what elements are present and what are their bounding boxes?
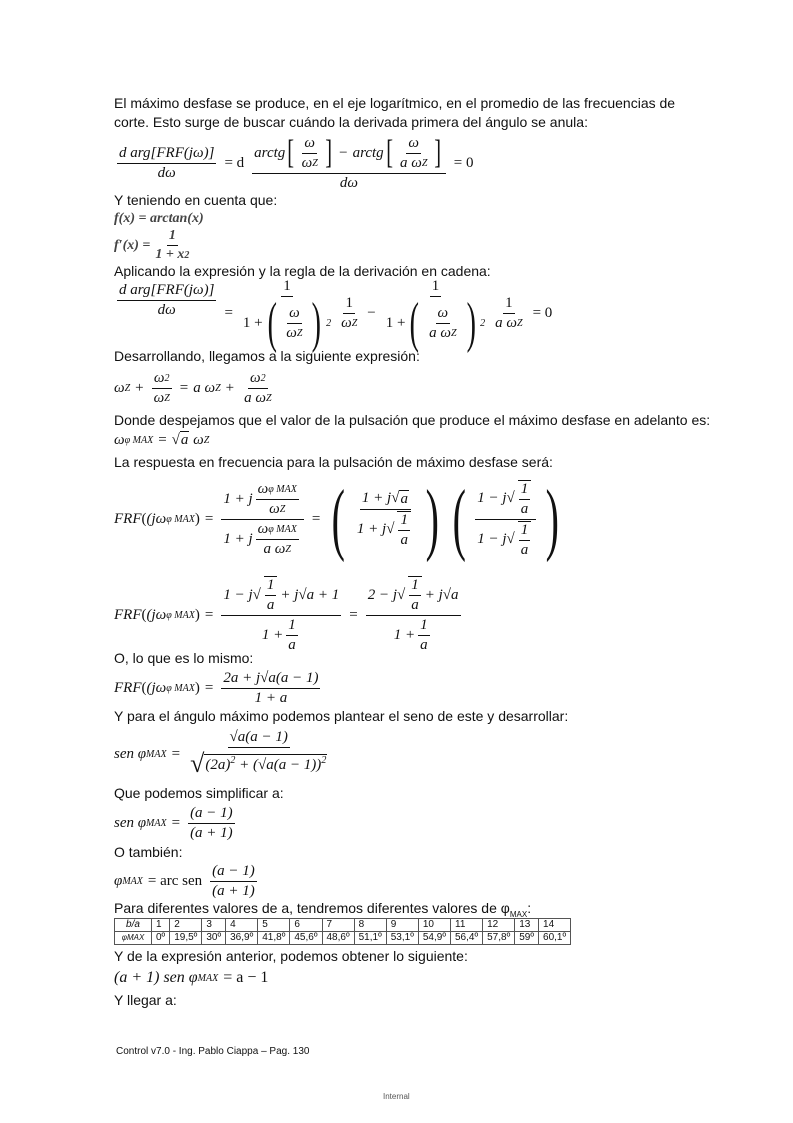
paragraph: Aplicando la expresión y la regla de la derivación en cadena: bbox=[114, 263, 491, 279]
table-cell: 8 bbox=[354, 919, 386, 932]
phi-max-table bbox=[114, 918, 571, 945]
table-cell: 19,5º bbox=[170, 932, 202, 945]
table-row-label: b/a bbox=[115, 919, 152, 932]
equation-phi-max: φ MAX = arc sen $\frac{(a - 1)}{(a + 1)}$ bbox=[114, 862, 255, 899]
table-cell: 0º bbox=[152, 932, 170, 945]
table-cell: 60,1º bbox=[539, 932, 571, 945]
table-cell: 6 bbox=[290, 919, 322, 932]
classification-label: Internal bbox=[383, 1092, 410, 1101]
equation-frf-max: FRF ( (jω φ MAX ) = 1 + j ω φ MAX ω Z 1 + j ω φ MAX a ω Z = ( 1 + j √ a 1 + j √ $\frac{1}{a}$ ) ( 1 − j √ $\frac{1}{a}$ 1 − j √ $\frac{1}{a}$ ) bbox=[114, 475, 560, 563]
paragraph: corte. Esto surge de buscar cuándo la derivada primera del ángulo se anula: bbox=[114, 114, 588, 130]
table-cell: 57,8º bbox=[483, 932, 515, 945]
paragraph: La respuesta en frecuencia para la pulsación de máximo desfase será: bbox=[114, 454, 553, 470]
equation-chain-rule: $\frac{\text{d arg[FRF(jω)]}}{d\omega}$ = 1 1 + ( ω ω Z ) 2 1 ω Z − 1 1 + ( ω a ω Z ) 2 1 a ω Z = 0 bbox=[119, 278, 553, 354]
equation-derivative: $\frac{\text{d arg[FRF(jω)]}}{d\omega}$ = d arctg [ ω ω Z ] − arctg [ ω a ω Z ] dω = 0 bbox=[119, 134, 474, 191]
table-cell: 13 bbox=[515, 919, 539, 932]
equation-frf-simplified: FRF ( (jω φ MAX ) = $\frac{2a + j√a(a - 1)}{1 + a}$ bbox=[114, 669, 319, 706]
paragraph: Y para el ángulo máximo podemos plantear el seno de este y desarrollar: bbox=[114, 708, 569, 724]
equation-wmax: ω φ MAX = √ a ω Z bbox=[114, 431, 210, 448]
table-cell: 56,4º bbox=[451, 932, 483, 945]
table-cell: 59º bbox=[515, 932, 539, 945]
table-cell: 30º bbox=[202, 932, 226, 945]
equation-final: (a + 1) sen φ MAX = a − 1 bbox=[114, 969, 269, 986]
equation-fprime: f′(x) = 1 1 + x 2 bbox=[114, 228, 190, 262]
page-footer: Control v7.0 - Ing. Pablo Ciappa – Pag. 130 bbox=[116, 1046, 310, 1057]
paragraph: O, lo que es lo mismo: bbox=[114, 650, 254, 666]
table-cell: 7 bbox=[322, 919, 354, 932]
table-cell: 11 bbox=[451, 919, 483, 932]
equation-developed: ω Z + ω 2 ω Z = a ω Z + ω 2 a ω Z bbox=[114, 369, 272, 406]
table-cell: 3 bbox=[202, 919, 226, 932]
table-cell: 1 bbox=[152, 919, 170, 932]
paragraph: Desarrollando, llegamos a la siguiente expresión: bbox=[114, 348, 420, 364]
paragraph: Que podemos simplificar a: bbox=[114, 785, 284, 801]
paragraph: El máximo desfase se produce, en el eje logarítmico, en el promedio de las frecuencias de bbox=[114, 95, 676, 111]
table-cell: 51,1º bbox=[354, 932, 386, 945]
table-cell: 45,6º bbox=[290, 932, 322, 945]
table-header-row bbox=[115, 919, 571, 932]
table-row-label: φMAX bbox=[115, 932, 152, 945]
table-cell: 2 bbox=[170, 919, 202, 932]
table-cell: 48,6º bbox=[322, 932, 354, 945]
table-cell: 12 bbox=[483, 919, 515, 932]
paragraph: Y llegar a: bbox=[114, 992, 177, 1008]
table-cell: 10 bbox=[418, 919, 450, 932]
table-cell: 53,1º bbox=[386, 932, 418, 945]
equation-frf-expanded: FRF ( (jω φ MAX ) = 1 − j √ $\frac{1}{a}$ + j√a + 1 1 + $\frac{1}{a}$ = 2 − j √ $\frac{1}{a}$ + j√a 1 + $\frac{1}{a}$ bbox=[114, 577, 459, 653]
paragraph: Donde despejamos que el valor de la pulsación que produce el máximo desfase en adelanto es: bbox=[114, 412, 711, 428]
table-cell: 41,8º bbox=[258, 932, 290, 945]
equation-sen-max: sen φ MAX = √a(a − 1) √ $(2a)^2 + (√a(a - 1))^2$ bbox=[114, 729, 327, 778]
paragraph: O también: bbox=[114, 844, 183, 860]
paragraph: Y teniendo en cuenta que: bbox=[114, 192, 278, 208]
paragraph: Y de la expresión anterior, podemos obtener lo siguiente: bbox=[114, 948, 468, 964]
table-cell: 14 bbox=[539, 919, 571, 932]
equation-sen-simplified: sen φ MAX = $\frac{(a - 1)}{(a + 1)}$ bbox=[114, 804, 233, 841]
equation-f: f(x) = arctan(x) bbox=[114, 211, 204, 226]
table-cell: 5 bbox=[258, 919, 290, 932]
paragraph: Para diferentes valores de a, tendremos diferentes valores de $\varphi_{MAX}$: bbox=[114, 900, 532, 919]
table-cell: 54,9º bbox=[418, 932, 450, 945]
table-cell: 4 bbox=[226, 919, 258, 932]
table-cell: 36,9º bbox=[226, 932, 258, 945]
table-row bbox=[115, 932, 571, 945]
table-cell: 9 bbox=[386, 919, 418, 932]
